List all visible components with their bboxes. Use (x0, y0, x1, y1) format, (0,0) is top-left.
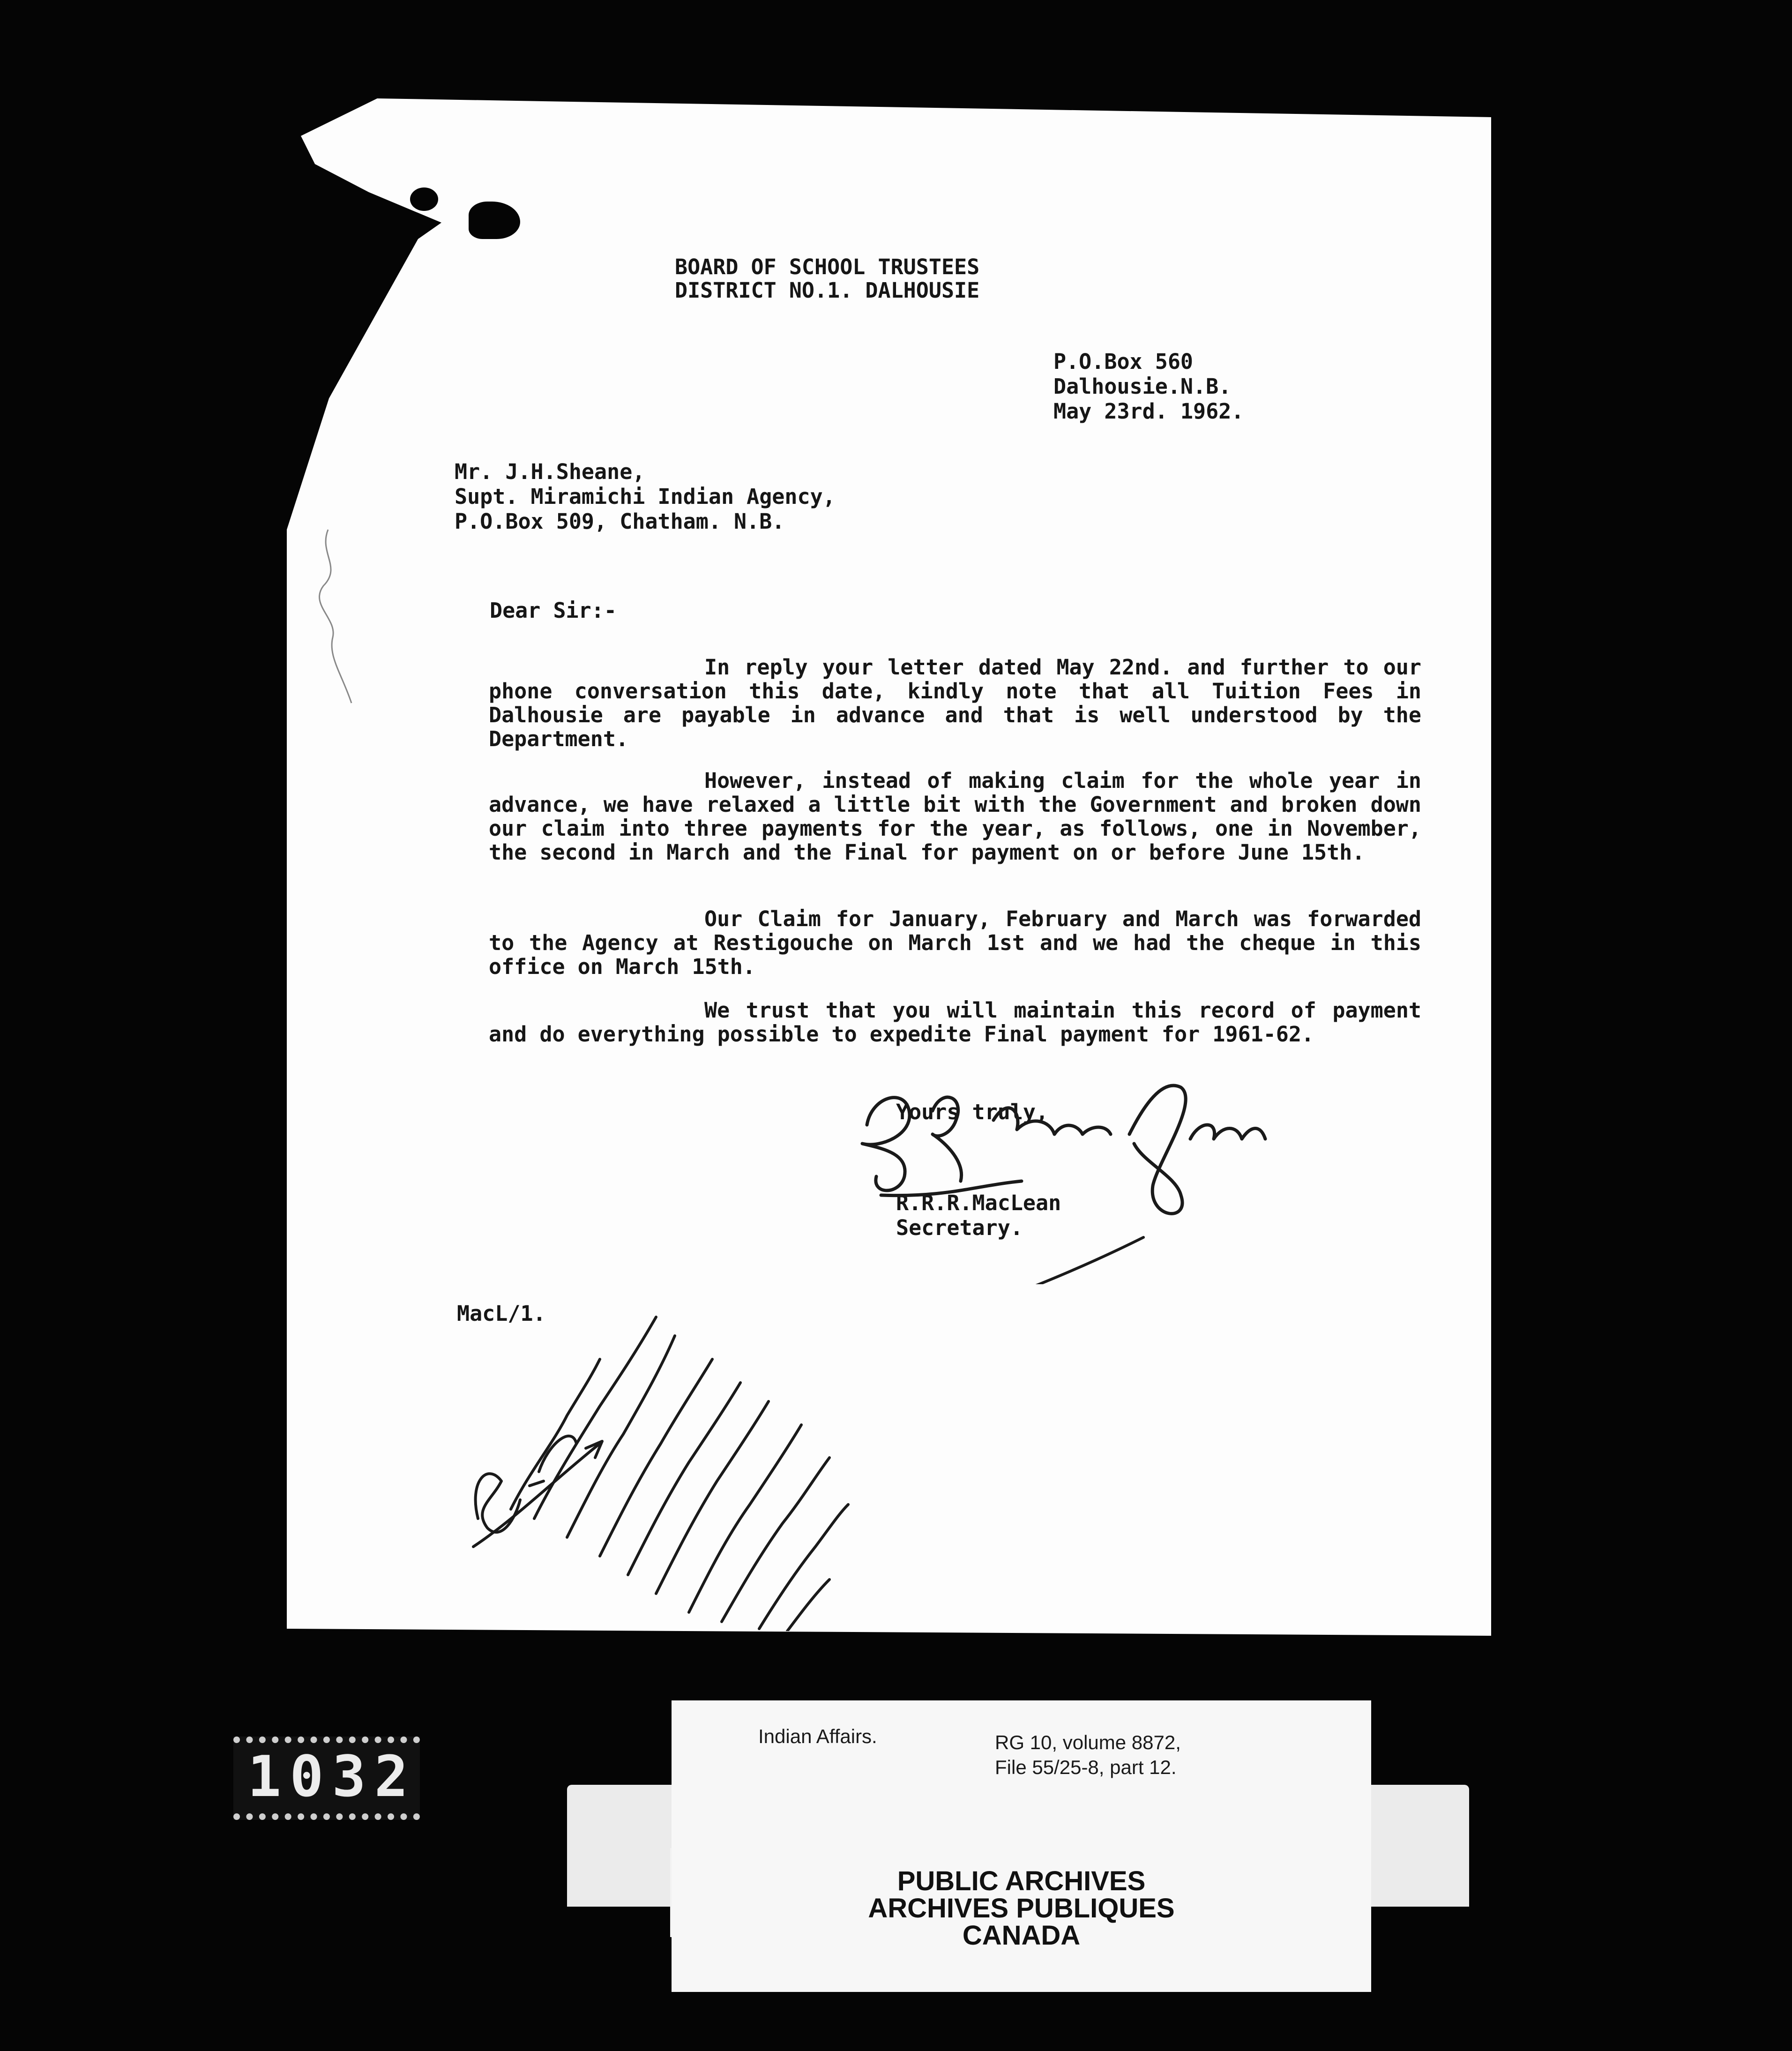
letter-paragraph: Our Claim for January, February and March was forwarded to the Agency at Restigouche on March 1st and we had the cheque in this office on March 15th. (489, 906, 1421, 979)
paper-tear (410, 187, 438, 211)
signatory-name: R.R.R.MacLean Secretary. (896, 1190, 1061, 1240)
letterhead: BOARD OF SCHOOL TRUSTEES DISTRICT NO.1. DALHOUSIE (675, 255, 980, 303)
closing: Yours truly, (896, 1100, 1049, 1124)
archive-volume: RG 10, volume 8872, (995, 1731, 1181, 1753)
letter-paragraph: In reply your letter dated May 22nd. and further to our phone conversation this date, kindly note that all Tuition Fees in Dalhousie are payable in advance and that is well understood by the Department. (489, 655, 1421, 751)
sender-address: P.O.Box 560 Dalhousie.N.B. May 23rd. 1962. (1053, 349, 1244, 424)
frame-counter (233, 1737, 420, 1820)
archive-file: File 55/25-8, part 12. (995, 1756, 1177, 1778)
handwritten-margin-note (459, 1181, 975, 1631)
letter-paragraph: We trust that you will maintain this record of payment and do everything possible to expedite Final payment for 1961-62. (489, 998, 1421, 1047)
frame-number: 1032 (247, 1744, 417, 1810)
archives-stamp (672, 1868, 1371, 1949)
margin-scribble (300, 525, 375, 712)
salutation: Dear Sir:- (490, 598, 617, 623)
reference-initials: MacL/1. (457, 1301, 546, 1326)
letter-paragraph: However, instead of making claim for the whole year in advance, we have relaxed a little bit with the Government and broken down our claim into three payments for the year, as follows, one in November, the second in March and the Final for payment on or before June 15th. (489, 768, 1421, 865)
recipient-address: Mr. J.H.Sheane, Supt. Miramichi Indian Agency, P.O.Box 509, Chatham. N.B. (455, 459, 836, 534)
stamp-line: PUBLIC ARCHIVES (897, 1866, 1146, 1896)
stamp-line: CANADA (962, 1920, 1081, 1951)
archive-collection: Indian Affairs. (758, 1725, 877, 1747)
stamp-line: ARCHIVES PUBLIQUES (868, 1893, 1175, 1924)
